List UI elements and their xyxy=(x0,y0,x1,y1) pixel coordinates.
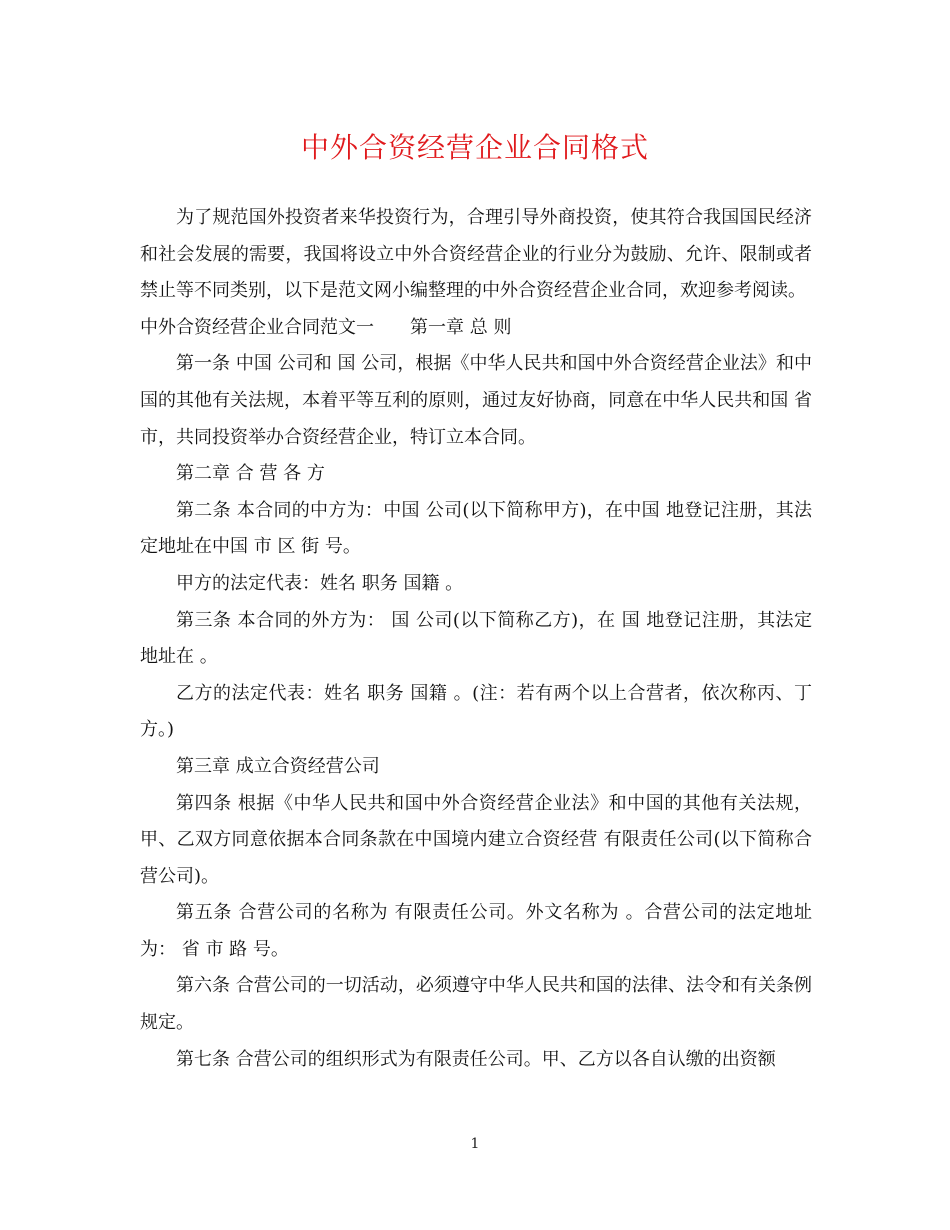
document-title: 中外合资经营企业合同格式 xyxy=(300,131,649,164)
page-number: 1 xyxy=(470,1136,480,1152)
paragraph-party-b-representative: 乙方的法定代表：姓名 职务 国籍 。(注：若有两个以上合营者，依次称丙、丁方。) xyxy=(140,682,812,741)
paragraph-article-2: 第二条 本合同的中方为：中国 公司(以下简称甲方)，在中国 地登记注册，其法定地址在中国 市 区 街 号。 xyxy=(140,499,812,558)
paragraph-article-4: 第四条 根据《中华人民共和国中外合资经营企业法》和中国的其他有关法规，甲、乙双方同意依据本合同条款在中国境内建立合资经营 有限责任公司(以下简称合营公司)。 xyxy=(140,792,812,887)
paragraph-article-1: 第一条 中国 公司和 国 公司，根据《中华人民共和国中外合资经营企业法》和中国的其他有关法规，本着平等互利的原则，通过友好协商，同意在中华人民共和国 省 市，共同投资举办合资经营企业，特订立本合同。 xyxy=(140,353,812,448)
paragraph-article-3: 第三条 本合同的外方为： 国 公司(以下简称乙方)，在 国 地登记注册，其法定地址在 。 xyxy=(140,609,812,668)
paragraph-contract-heading: 中外合资经营企业合同范文一 第一章 总 则 xyxy=(140,316,512,338)
chapter-heading-3: 第三章 成立合资经营公司 xyxy=(176,755,380,777)
paragraph-article-5: 第五条 合营公司的名称为 有限责任公司。外文名称为 。合营公司的法定地址为： 省 市 路 号。 xyxy=(140,902,812,960)
paragraph-intro: 为了规范国外投资者来华投资行为，合理引导外商投资，使其符合我国国民经济和社会发展的需要，我国将设立中外合资经营企业的行业分为鼓励、允许、限制或者禁止等不同类别，以下是范文网小编整理的中外合资经营企业合同，欢迎参考阅读。 xyxy=(140,207,812,302)
paragraph-article-6: 第六条 合营公司的一切活动，必须遵守中华人民共和国的法律、法令和有关条例规定。 xyxy=(140,975,812,1034)
chapter-heading-2: 第二章 合 营 各 方 xyxy=(176,463,325,485)
document-body xyxy=(140,200,812,1078)
paragraph-party-a-representative: 甲方的法定代表：姓名 职务 国籍 。 xyxy=(176,572,464,594)
paragraph-article-7: 第七条 合营公司的组织形式为有限责任公司。甲、乙方以各自认缴的出资额 xyxy=(176,1048,776,1070)
